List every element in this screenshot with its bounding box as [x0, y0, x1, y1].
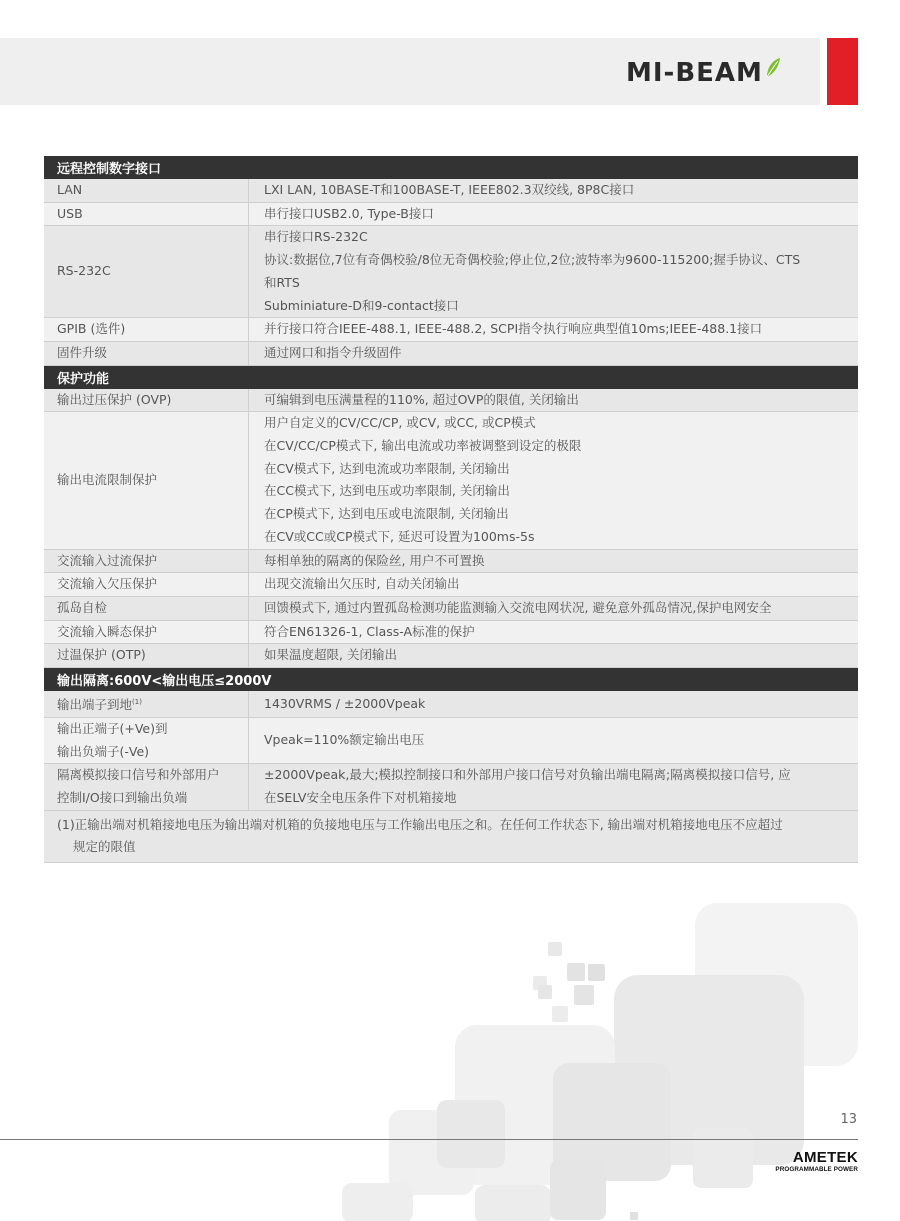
- section-title: 输出隔离:600V<输出电压≤2000V: [44, 668, 858, 692]
- row-label-text: USB: [57, 205, 83, 221]
- company-name: AMETEK: [792, 1149, 858, 1166]
- row-value-line: 在CV或CC或CP模式下, 延迟可设置为100ms-5s: [264, 528, 535, 544]
- table-row: [44, 596, 858, 620]
- footnote-row: [44, 810, 858, 862]
- row-value-line: 串行接口RS-232C: [264, 229, 368, 245]
- company-subtitle: PROGRAMMABLE POWER: [775, 1166, 858, 1173]
- spec-table-body: [44, 156, 858, 863]
- row-label-text: 固件升级: [57, 344, 108, 360]
- row-label-line: [57, 718, 248, 741]
- row-value: [249, 179, 859, 202]
- row-value-line: 1430VRMS / ±2000Vpeak: [264, 695, 426, 711]
- row-value: [249, 412, 859, 549]
- row-label-line: [57, 389, 248, 412]
- row-value-line: Vpeak=110%额定输出电压: [264, 732, 425, 748]
- row-value-line: 在CV模式下, 达到电流或功率限制, 关闭输出: [264, 460, 510, 476]
- row-value: [249, 549, 859, 573]
- row-value-line: Subminiature-D和9-contact接口: [264, 297, 459, 313]
- table-row: [44, 412, 858, 549]
- row-label-line: [57, 644, 248, 667]
- row-label-line: [57, 573, 248, 596]
- row-label-text: 输出电流限制保护: [57, 472, 158, 488]
- row-value-line: 用户自定义的CV/CC/CP, 或CV, 或CC, 或CP模式: [264, 415, 536, 431]
- row-value: [249, 389, 859, 412]
- spec-table: [44, 156, 858, 863]
- row-label: [44, 764, 249, 810]
- row-label: [44, 620, 249, 644]
- footnote-line: (1)正输出端对机箱接地电压为输出端对机箱的负接地电压与工作输出电压之和。在任何工作状态下, 输出端对机箱接地电压不应超过: [57, 816, 783, 832]
- row-label-line: [57, 764, 248, 787]
- row-label-text: GPIB (选件): [57, 321, 126, 337]
- row-label-line: [57, 260, 248, 283]
- row-value-line: 在CP模式下, 达到电压或电流限制, 关闭输出: [264, 506, 509, 522]
- row-label-text: 交流输入过流保护: [57, 552, 158, 568]
- row-label-text: 交流输入欠压保护: [57, 576, 158, 592]
- row-label-text: 输出过压保护 (OVP): [57, 391, 172, 407]
- row-label-line: [57, 179, 248, 202]
- row-value: [249, 226, 859, 318]
- row-label-text: 隔离模拟接口信号和外部用户: [57, 767, 220, 783]
- row-label: [44, 412, 249, 549]
- footnote-marker: (1): [132, 698, 142, 707]
- table-row: [44, 764, 858, 810]
- row-value-line: 出现交流输出欠压时, 自动关闭输出: [264, 576, 460, 592]
- row-value: [249, 691, 859, 717]
- table-row: [44, 549, 858, 573]
- row-value-line: 协议:数据位,7位有奇偶校验/8位无奇偶校验;停止位,2位;波特率为9600-115200;握手协议、CTS: [264, 252, 801, 268]
- row-value: [249, 341, 859, 365]
- page-number: 13: [840, 1112, 857, 1127]
- row-value-line: 在CC模式下, 达到电压或功率限制, 关闭输出: [264, 483, 510, 499]
- ametek-logo: [772, 1150, 858, 1173]
- table-row: [44, 226, 858, 318]
- row-label: [44, 341, 249, 365]
- row-label-text: 孤岛自检: [57, 599, 108, 615]
- row-value-line: LXI LAN, 10BASE-T和100BASE-T, IEEE802.3双绞线, 8P8C接口: [264, 182, 635, 197]
- table-row: [44, 202, 858, 226]
- table-row: [44, 179, 858, 202]
- table-row: [44, 691, 858, 717]
- row-label-line: [57, 691, 248, 717]
- row-value-line: 可编辑到电压满量程的110%, 超过OVP的限值, 关闭输出: [264, 391, 579, 407]
- row-value-line: 符合EN61326-1, Class-A标准的保护: [264, 623, 475, 639]
- row-label: [44, 644, 249, 668]
- row-value: [249, 620, 859, 644]
- row-value-line: 在SELV安全电压条件下对机箱接地: [264, 790, 457, 806]
- row-label: [44, 596, 249, 620]
- row-value-line: ±2000Vpeak,最大;模拟控制接口和外部用户接口信号对负输出端电隔离;隔离模拟接口信号, 应: [264, 767, 791, 783]
- row-label: [44, 318, 249, 342]
- row-label-line: [57, 741, 248, 764]
- row-label-line: [57, 621, 248, 644]
- footnote: [44, 810, 858, 862]
- row-label: [44, 202, 249, 226]
- row-value-line: 在CV/CC/CP模式下, 输出电流或功率被调整到设定的极限: [264, 438, 582, 454]
- row-value-line: 并行接口符合IEEE-488.1, IEEE-488.2, SCPI指令执行响应典型值10ms;IEEE-488.1接口: [264, 321, 763, 337]
- table-row: [44, 620, 858, 644]
- footer-divider: [0, 1139, 858, 1140]
- footnote-line: 规定的限值: [73, 839, 136, 855]
- row-label-line: [57, 318, 248, 341]
- row-label: [44, 717, 249, 763]
- section-title: 保护功能: [44, 365, 858, 389]
- row-label-text: 控制I/O接口到输出负端: [57, 790, 188, 806]
- table-row: [44, 573, 858, 597]
- table-row: [44, 318, 858, 342]
- row-value: [249, 764, 859, 810]
- row-value: [249, 596, 859, 620]
- section-header: [44, 668, 858, 692]
- row-label: [44, 549, 249, 573]
- row-value: [249, 202, 859, 226]
- row-label-line: [57, 203, 248, 226]
- row-label: [44, 691, 249, 717]
- table-row: [44, 389, 858, 412]
- brand-name: MI-BEAM: [626, 58, 763, 88]
- section-title: 远程控制数字接口: [44, 156, 858, 179]
- row-label-line: [57, 787, 248, 810]
- row-value-line: 每相单独的隔离的保险丝, 用户不可置换: [264, 552, 485, 568]
- row-label-line: [57, 469, 248, 492]
- row-label: [44, 226, 249, 318]
- row-label-text: 输出正端子(+Ve)到: [57, 720, 168, 736]
- row-label-line: [57, 342, 248, 365]
- row-label-line: [57, 550, 248, 573]
- row-label-line: [57, 597, 248, 620]
- row-value-line: 如果温度超限, 关闭输出: [264, 647, 397, 663]
- row-label-text: 过温保护 (OTP): [57, 647, 146, 663]
- row-label-text: 输出端子到地: [57, 697, 133, 713]
- row-value: [249, 573, 859, 597]
- section-header: [44, 156, 858, 179]
- row-label-text: 输出负端子(-Ve): [57, 743, 150, 759]
- table-row: [44, 644, 858, 668]
- row-label: [44, 389, 249, 412]
- row-value: [249, 644, 859, 668]
- row-value: [249, 717, 859, 763]
- row-label: [44, 573, 249, 597]
- row-value-line: 串行接口USB2.0, Type-B接口: [264, 205, 434, 221]
- section-header: [44, 365, 858, 389]
- row-label-text: LAN: [57, 182, 83, 197]
- table-row: [44, 717, 858, 763]
- row-value: [249, 318, 859, 342]
- row-label: [44, 179, 249, 202]
- row-value-line: 回馈模式下, 通过内置孤岛检测功能监测输入交流电网状况, 避免意外孤岛情况,保护电网安全: [264, 599, 772, 615]
- table-row: [44, 341, 858, 365]
- row-value-line: 通过网口和指令升级固件: [264, 344, 402, 360]
- row-value-line: 和RTS: [264, 274, 300, 290]
- row-label-text: 交流输入瞬态保护: [57, 623, 158, 639]
- row-label-text: RS-232C: [57, 263, 111, 279]
